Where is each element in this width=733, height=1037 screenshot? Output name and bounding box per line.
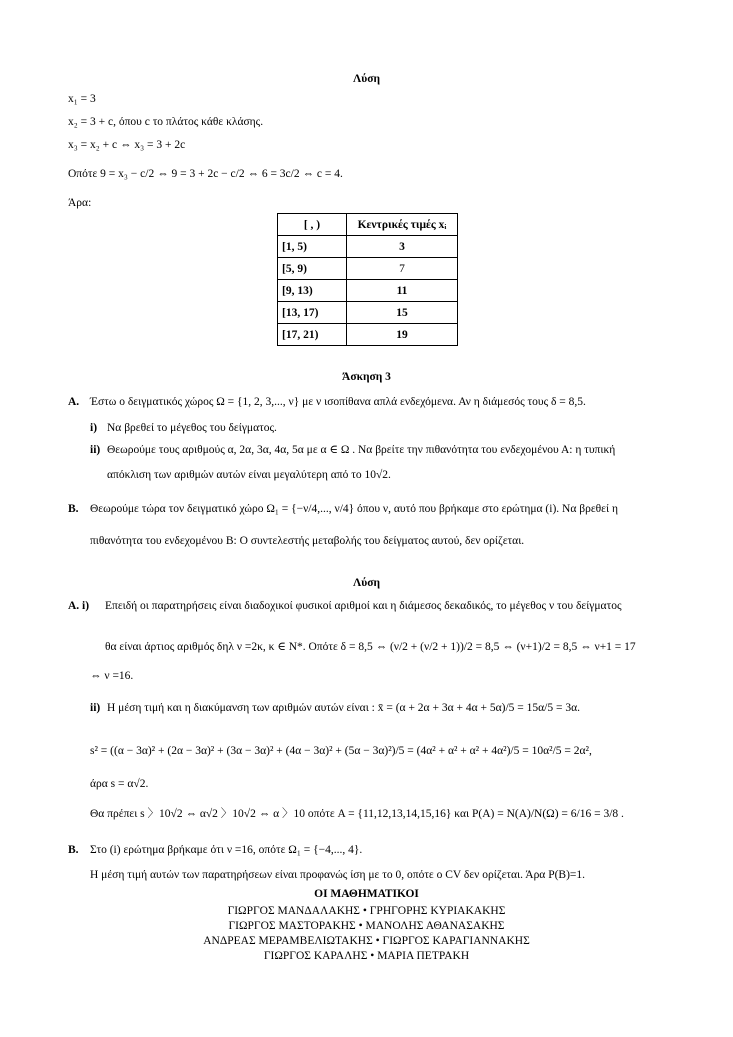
table-header: Κεντρικές τιμές xᵢ: [347, 214, 458, 236]
sol-aii-label: ii): [90, 702, 101, 714]
solution1-line: Οπότε 9 = x₃ − c/2 ⇔ 9 = 3 + 2c − c/2 ⇔ 6 = 3c/2 ⇔ c = 4.: [68, 168, 343, 180]
footer-names: ΓΙΩΡΓΟΣ ΜΑΝΔΑΛΑΚΗΣ • ΓΡΗΓΟΡΗΣ ΚΥΡΙΑΚΑΚΗΣ: [227, 905, 506, 917]
part-b-text: Θεωρούμε τώρα τον δειγματικό χώρο Ω₁ = {−ν/4,..., ν/4} όπου ν, αυτό που βρήκαμε στο ερώτημα (i). Να βρεθεί η: [90, 503, 618, 515]
table-cell: [1, 5): [278, 236, 347, 258]
solution1-line: x₁ = 3: [68, 93, 96, 105]
table-cell: [17, 21): [278, 324, 347, 346]
table-cell: 7: [347, 258, 458, 280]
table-header: [ , ): [278, 214, 347, 236]
table-row: [278, 236, 458, 258]
footer-names: ΓΙΩΡΓΟΣ ΚΑΡΑΛΗΣ • ΜΑΡΙΑ ΠΕΤΡΑΚΗ: [263, 950, 470, 962]
part-ai-label: i): [90, 422, 98, 434]
table-cell: [9, 13): [278, 280, 347, 302]
part-aii-text: απόκλιση των αριθμών αυτών είναι μεγαλύτερη από το 10√2.: [107, 469, 391, 481]
sol-aii-final: Θα πρέπει s 〉10√2 ⇔ α√2 〉10√2 ⇔ α 〉10 οπότε A = {11,12,13,14,15,16} και P(A) = N(A)/N(Ω) = 6/16 = 3/8 .: [90, 808, 624, 820]
solution2-heading: Λύση: [353, 577, 380, 589]
exercise3-heading: Άσκηση 3: [342, 371, 391, 383]
part-aii-label: ii): [90, 444, 101, 456]
table-header-row: [278, 214, 458, 236]
part-aii-text: Θεωρούμε τους αριθμούς α, 2α, 3α, 4α, 5α με α ∈ Ω . Να βρείτε την πιθανότητα του ενδεχομένου Α: η τυπική: [107, 444, 616, 456]
sol-ai-text: θα είναι άρτιος αριθμός δηλ ν =2κ, κ ∈ N*. Οπότε δ = 8,5 ⇔ (ν/2 + (ν/2 + 1))/2 = 8,5 ⇔ (ν+1)/2 = 8,5 ⇔ ν+1 = 17: [105, 641, 636, 653]
table-cell: 19: [347, 324, 458, 346]
part-a-label: A.: [68, 396, 80, 408]
footer-names: ΑΝΔΡΕΑΣ ΜΕΡΑΜΒΕΛΙΩΤΑΚΗΣ • ΓΙΩΡΓΟΣ ΚΑΡΑΓΙΑΝΝΑΚΗΣ: [203, 935, 530, 947]
table-cell: 3: [347, 236, 458, 258]
footer-names: ΓΙΩΡΓΟΣ ΜΑΣΤΟΡΑΚΗΣ • ΜΑΝΟΛΗΣ ΑΘΑΝΑΣΑΚΗΣ: [228, 920, 505, 932]
sol-aii-text: Η μέση τιμή και η διακύμανση των αριθμών αυτών είναι : x̄ = (α + 2α + 3α + 4α + 5α)/5 = 15α/5 = 3α.: [107, 702, 580, 714]
part-b-text: πιθανότητα του ενδεχομένου Β: Ο συντελεστής μεταβολής του δείγματος αυτού, δεν ορίζεται.: [90, 535, 525, 547]
sol-ai-text: Επειδή οι παρατηρήσεις είναι διαδοχικοί φυσικοί αριθμοί και η διάμεσος δεκαδικός, το μέγεθος ν του δείγματος: [105, 600, 622, 612]
central-values-table: [277, 213, 458, 346]
sol-ai-text: ⇔ ν =16.: [90, 670, 134, 682]
part-a-text: Έστω ο δειγματικός χώρος Ω = {1, 2, 3,..., ν} με ν ισοπίθανα απλά ενδεχόμενα. Αν η διάμεσός τους δ = 8,5.: [90, 396, 586, 408]
table-cell: [5, 9): [278, 258, 347, 280]
solution1-heading: Λύση: [353, 73, 380, 85]
sol-b-label: B.: [68, 844, 79, 856]
footer-title: ΟΙ ΜΑΘΗΜΑΤΙΚΟΙ: [314, 888, 419, 900]
table-row: [278, 258, 458, 280]
sol-a-label: A. i): [68, 600, 90, 612]
part-b-label: B.: [68, 503, 79, 515]
solution1-line: x₃ = x₂ + c ⇔ x₃ = 3 + 2c: [68, 139, 186, 151]
table-cell: 11: [347, 280, 458, 302]
table-cell: 15: [347, 302, 458, 324]
sol-b-text: Στο (i) ερώτημα βρήκαμε ότι ν =16, οπότε Ω₁ = {−4,..., 4}.: [90, 844, 363, 856]
table-cell: [13, 17): [278, 302, 347, 324]
sol-b-text: Η μέση τιμή αυτών των παρατηρήσεων είναι προφανώς ίση με το 0, οπότε ο CV δεν ορίζεται. Άρα P(B)=1.: [90, 869, 586, 881]
table-row: [278, 280, 458, 302]
solution1-line: Άρα:: [68, 197, 92, 209]
sol-aii-s: άρα s = α√2.: [90, 778, 149, 790]
part-ai-text: Να βρεθεί το μέγεθος του δείγματος.: [107, 422, 277, 434]
table-row: [278, 302, 458, 324]
table-row: [278, 324, 458, 346]
sol-aii-variance: s² = ((α − 3α)² + (2α − 3α)² + (3α − 3α)² + (4α − 3α)² + (5α − 3α)²)/5 = (4α² + α² + α² + 4α²)/5 = 10α²/5 = 2α²,: [90, 745, 592, 757]
solution1-line: x₂ = 3 + c, όπου c το πλάτος κάθε κλάσης.: [68, 116, 264, 128]
